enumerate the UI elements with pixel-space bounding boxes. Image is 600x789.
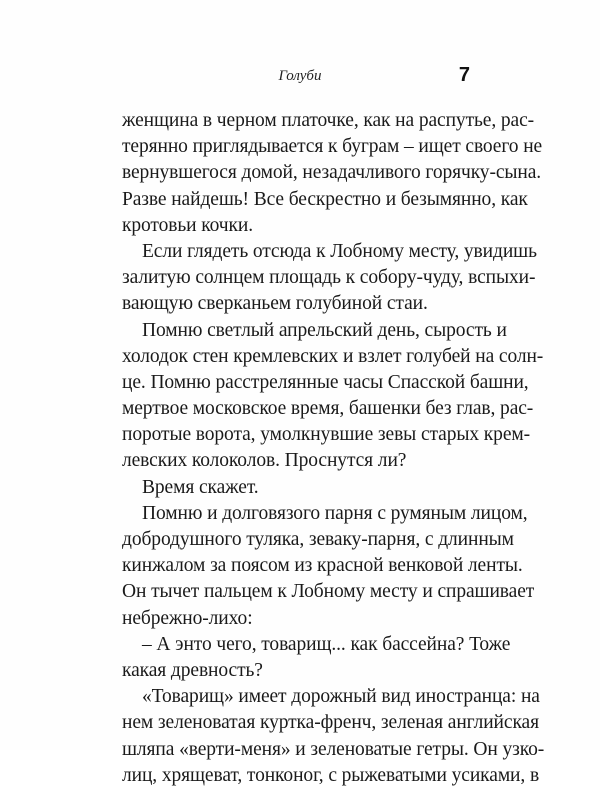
- text-line: небрежно-лихо:: [122, 607, 253, 629]
- running-head: [0, 64, 600, 88]
- body-text: [122, 108, 545, 789]
- text-line: левских колоколов. Проснутся ли?: [122, 450, 407, 472]
- text-line: поротые ворота, умолкнувшие зевы старых крем-: [122, 424, 531, 446]
- text-line: терянно приглядывается к буграм – ищет своего не: [122, 136, 543, 158]
- text-line: Он тычет пальцем к Лобному месту и спрашивает: [122, 581, 535, 603]
- text-line: шляпа «верти-меня» и зеленоватые гетры. Он узко-: [122, 738, 545, 760]
- text-line: вернувшегося домой, незадачливого горячку-сына.: [122, 162, 542, 184]
- running-title: Голуби: [278, 68, 322, 84]
- text-line: мертвое московское время, башенки без глав, рас-: [122, 398, 534, 420]
- text-line: кинжалом за поясом из красной венковой ленты.: [122, 555, 523, 577]
- text-line: це. Помню расстрелянные часы Спасской башни,: [122, 371, 529, 393]
- page-number: 7: [458, 64, 470, 86]
- text-line: вающую сверканьем голубиной стаи.: [122, 293, 428, 315]
- text-line: Если глядеть отсюда к Лобному месту, увидишь: [142, 240, 537, 262]
- text-line: Время скажет.: [142, 476, 259, 498]
- text-line: нем зеленоватая куртка-френч, зеленая английская: [122, 712, 539, 734]
- text-line: Помню светлый апрельский день, сырость и: [142, 319, 507, 341]
- text-line: «Товарищ» имеет дорожный вид иностранца: на: [142, 686, 540, 708]
- text-line: лиц, хрящеват, тонконог, с рыжеватыми усиками, в: [122, 764, 540, 786]
- text-line: залитую солнцем площадь к собору-чуду, вспыхи-: [122, 267, 536, 289]
- text-line: женщина в черном платочке, как на распутье, рас-: [122, 110, 535, 131]
- text-line: Разве найдешь! Все бескрестно и безымянно, как: [122, 188, 528, 210]
- text-line: холодок стен кремлевских и взлет голубей на солн-: [122, 345, 544, 367]
- text-line: добродушного туляка, зеваку-парня, с длинным: [122, 529, 514, 550]
- text-line: кротовьи кочки.: [122, 214, 253, 236]
- text-line: – А энто чего, товарищ... как бассейна? Тоже: [142, 633, 511, 655]
- text-line: какая древность?: [122, 659, 263, 681]
- text-line: Помню и долговязого парня с румяным лицом,: [142, 502, 528, 524]
